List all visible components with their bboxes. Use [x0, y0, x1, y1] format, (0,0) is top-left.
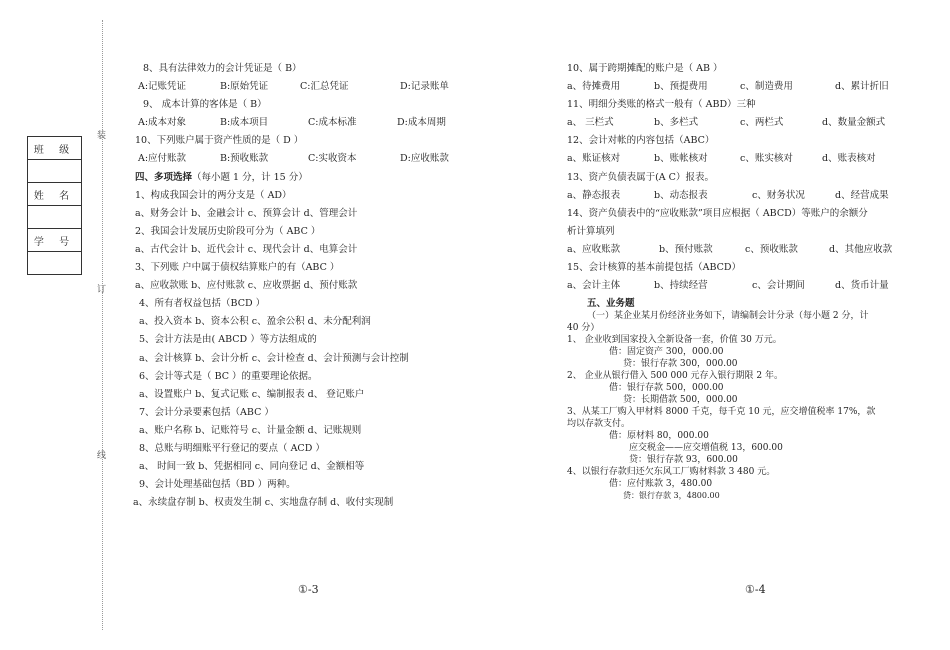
option: A:应付账款: [138, 153, 187, 165]
option: A:成本对象: [138, 117, 187, 129]
option: c、预收账款: [745, 243, 798, 255]
mc-question-4: 4、所有者权益包括（BCD ）: [139, 298, 266, 310]
business-question-4: 4、以银行存款归还欠东风工厂购材料款 3 480 元。: [567, 467, 776, 477]
question-10-options: [135, 150, 475, 168]
option: d、货币计量: [835, 280, 889, 292]
left-column: [135, 60, 475, 512]
question-8-options: [135, 78, 475, 96]
question-9: 9、 成本计算的客体是（ B）: [143, 99, 267, 111]
business-question-3: 3、从某工厂购入甲材料 8000 千克，每千克 10 元，应交增值税率 17%，款: [567, 407, 876, 417]
mc-question-14-cont: 析计算填列: [567, 225, 615, 237]
section-4-heading: [135, 169, 475, 187]
option: b、动态报表: [654, 189, 708, 201]
question-10: 10、下列账户属于资产性质的是（ D ）: [135, 135, 304, 147]
name-label: 姓 名: [28, 183, 82, 206]
option: a、账证核对: [567, 153, 621, 165]
option: c、制造费用: [740, 81, 793, 93]
option: a、会计主体: [567, 280, 621, 292]
mc-question-4-options: a、投入资本 b、资本公积 c、盈余公积 d、未分配利润: [139, 316, 371, 328]
business-question-1: 1、 企业收到国家投入全新设备一套，价值 30 万元。: [567, 335, 782, 345]
mc-question-7: 7、会计分录要素包括（ABC ）: [139, 406, 274, 418]
option: d、累计折旧: [835, 81, 889, 93]
option: a、静态报表: [567, 189, 621, 201]
option: c、会计期间: [752, 280, 805, 292]
mc-question-12-options: [567, 150, 927, 168]
option: b、多栏式: [654, 117, 699, 129]
option: a、应收账款: [567, 243, 621, 255]
option: c、账实核对: [740, 153, 793, 165]
section-5-intro: （一）某企业某月份经济业务如下，请编制会计分录（每小题 2 分，计: [587, 311, 869, 321]
right-column: [567, 60, 927, 313]
option: a、待摊费用: [567, 81, 621, 93]
option: c、财务状况: [752, 189, 805, 201]
student-id-label: 学 号: [28, 229, 82, 252]
option: c、两栏式: [740, 117, 784, 129]
option: C:成本标准: [308, 117, 357, 129]
section-4-note: （每小题 1 分，计 15 分）: [192, 171, 308, 183]
mc-question-7-options: a、账户名称 b、记账符号 c、计量金额 d、记账规则: [139, 424, 362, 436]
class-label: 班 级: [28, 137, 82, 160]
page-number-left: ①-3: [298, 583, 319, 596]
option: B:原始凭证: [220, 81, 269, 93]
binding-dotted-line: [102, 20, 103, 630]
entry-debit: 借：原材料 80，000.00: [609, 431, 709, 441]
mc-question-2-options: a、古代会计 b、近代会计 c、现代会计 d、电算会计: [135, 243, 358, 255]
entry-debit: 借：应付账款 3，480.00: [609, 479, 713, 489]
question-8: 8、具有法律效力的会计凭证是（ B）: [143, 63, 302, 74]
option: B:预收账款: [220, 153, 269, 165]
entry-credit: 贷：长期借款 500，000.00: [623, 395, 738, 405]
entry-credit: 贷：银行存款 93，600.00: [629, 455, 738, 465]
mc-question-3-options: a、应收款账 b、应付账款 c、应收票据 d、预付账款: [135, 280, 358, 292]
mc-question-10-options: [567, 78, 927, 96]
mc-question-2: 2、我国会计发展历史阶段可分为（ ABC ）: [135, 225, 321, 237]
student-info-table: [27, 136, 82, 275]
student-id-field[interactable]: [28, 252, 82, 275]
mc-question-6-options: a、设置账户 b、复式记账 c、编制报表 d、 登记账户: [139, 388, 365, 400]
page-number-right: ①-4: [745, 583, 766, 596]
mc-question-3: 3、下列账 户中属于债权结算账户的有（ABC ）: [135, 262, 340, 274]
option: a、 三栏式: [567, 117, 614, 129]
mc-question-15: 15、会计核算的基本前提包括（ABCD）: [567, 262, 741, 274]
mc-question-8: 8、总账与明细账平行登记的要点（ ACD ）: [139, 442, 325, 454]
mc-question-10: 10、属于跨期摊配的账户是（ AB ）: [567, 63, 723, 74]
section-5-title: 五、业务题: [587, 298, 635, 310]
option: d、账表核对: [822, 153, 876, 165]
question-9-options: [135, 114, 475, 132]
mc-question-8-options: a、 时间一致 b、凭据相同 c、同向登记 d、金额相等: [139, 461, 365, 473]
option: b、持续经营: [654, 280, 708, 292]
mc-question-11-options: [567, 114, 927, 132]
name-field[interactable]: [28, 206, 82, 229]
entry-debit: 借：银行存款 500，000.00: [609, 383, 724, 393]
binding-mark-xian: 线: [97, 451, 107, 461]
option: D:应收账款: [400, 153, 449, 165]
option: D:记录账单: [400, 81, 449, 93]
mc-question-13-options: [567, 187, 927, 205]
mc-question-14-options: [567, 241, 927, 259]
entry-debit-tax: 应交税金——应交增值税 13，600.00: [629, 443, 783, 453]
business-questions: [567, 310, 927, 502]
mc-question-9-options: a、永续盘存制 b、权责发生制 c、实地盘存制 d、收付实现制: [133, 497, 394, 509]
option: d、经营成果: [835, 189, 889, 201]
binding-mark-ding: 订: [97, 285, 107, 295]
entry-credit: 贷：银行存款 3，4800.00: [623, 491, 720, 500]
class-field[interactable]: [28, 160, 82, 183]
option: d、数量金额式: [822, 117, 886, 129]
option: b、账帐核对: [654, 153, 708, 165]
option: C:实收资本: [308, 153, 357, 165]
option: A:记账凭证: [138, 81, 187, 93]
section-4-title: 四、多项选择: [135, 171, 193, 183]
mc-question-15-options: [567, 277, 927, 295]
entry-credit: 贷：银行存款 300，000.00: [623, 359, 738, 369]
business-question-2: 2、 企业从银行借入 500 000 元存入银行期限 2 年。: [567, 371, 783, 381]
business-question-3-cont: 均以存款支付。: [567, 419, 631, 429]
option: C:汇总凭证: [300, 81, 349, 93]
section-5-intro-cont: 40 分）: [567, 323, 600, 333]
binding-mark-zhuang: 装: [97, 131, 107, 141]
mc-question-13: 13、资产负债表属于(A C）报表。: [567, 171, 714, 183]
mc-question-9: 9、会计处理基础包括（BD ）两种。: [139, 479, 296, 491]
entry-debit: 借：固定资产 300，000.00: [609, 347, 724, 357]
mc-question-5: 5、会计方法是由( ABCD ）等方法组成的: [139, 334, 317, 346]
mc-question-14: 14、资产负债表中的“应收账款”项目应根据（ ABCD）等账户的余额分: [567, 207, 868, 219]
option: d、其他应收款: [829, 243, 893, 255]
mc-question-1-options: a、财务会计 b、金融会计 c、预算会计 d、管理会计: [135, 207, 358, 219]
mc-question-6: 6、会计等式是（ BC ）的重要理论依据。: [139, 370, 318, 382]
mc-question-11: 11、明细分类账的格式一般有（ ABD）三种: [567, 99, 756, 111]
option: b、预付账款: [659, 243, 713, 255]
option: D:成本周期: [397, 117, 446, 129]
option: B:成本项目: [220, 117, 269, 129]
mc-question-12: 12、会计对帐的内容包括（ABC）: [567, 135, 715, 147]
option: b、预提费用: [654, 81, 708, 93]
mc-question-1: 1、构成我国会计的两分支是（ AD）: [135, 189, 292, 201]
mc-question-5-options: a、会计核算 b、会计分析 c、会计检查 d、会计预测与会计控制: [139, 352, 409, 364]
